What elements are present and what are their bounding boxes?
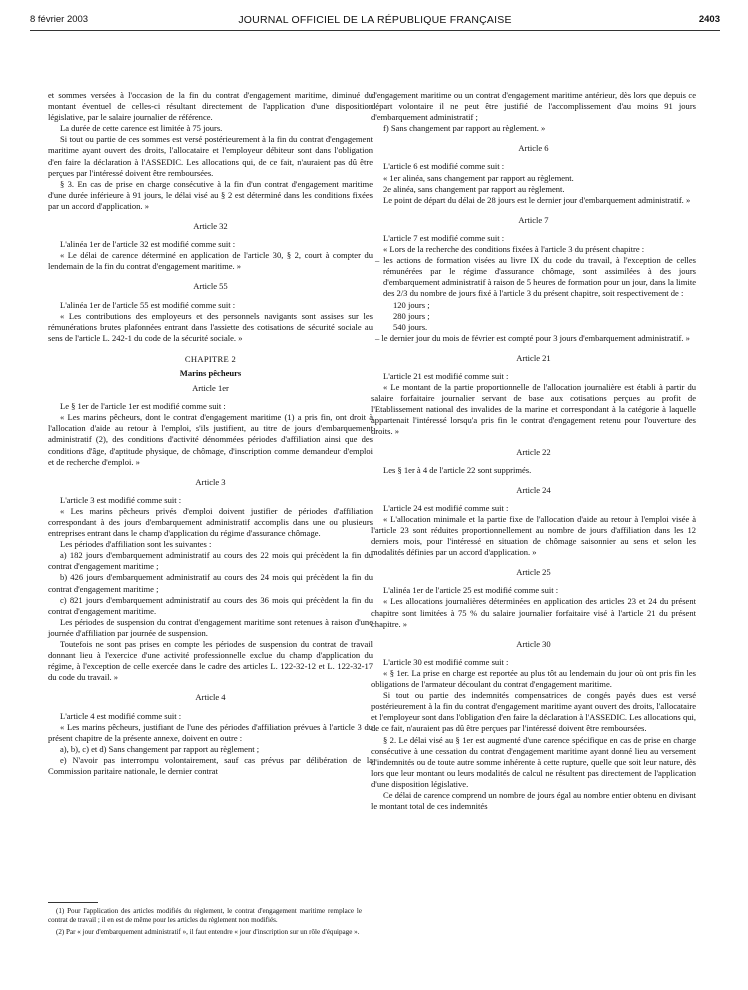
paragraph: « L'allocation minimale et la partie fixe de l'allocation d'aide au retour à l'emploi visée à l'article 23 sont réduites proportionnellement au nombre de jours d'affiliation dans les 12 derniers mois, pour l'intéressé en situation de chômage saisonnier au sens et selon les modalités définies par un accord d'application. » xyxy=(371,513,696,558)
paragraph: L'alinéa 1er de l'article 55 est modifié comme suit : xyxy=(60,299,236,310)
footnote: (2) Par « jour d'embarquement administratif », il faut entendre « jour d'inscription sur un rôle d'équipage ». xyxy=(56,928,360,936)
article-heading: Article 6 xyxy=(518,143,549,154)
article-heading: Article 22 xyxy=(516,446,551,457)
list-item: a) 182 jours d'embarquement administratif au cours des 22 mois qui précèdent la fin du contrat d'engagement maritime ; xyxy=(48,550,373,572)
paragraph: § 3. En cas de prise en charge consécutive à la fin d'un contrat d'engagement maritime d'une durée inférieure à 91 jours, le délai visé au § 2 est déterminé dans les conditions fixées par un accord d'application. » xyxy=(48,178,373,211)
paragraph: 2e alinéa, sans changement par rapport au règlement. xyxy=(383,183,565,194)
list-item: b) 426 jours d'embarquement administratif au cours des 24 mois qui précèdent la fin du contrat d'engagement maritime ; xyxy=(48,572,373,594)
paragraph: Les périodes d'affiliation sont les suivantes : xyxy=(60,539,212,550)
footnote-divider xyxy=(48,902,98,903)
paragraph: « Les allocations journalières déterminées en application des articles 23 et 24 du présent chapitre sont limitées à 75 % du salaire journalier forfaitaire visé à l'article 21 du présent chapitre. » xyxy=(371,596,696,629)
paragraph: Si tout ou partie des indemnités compensatrices de congés payés dues est versé postérieurement à la fin du contrat d'engagement maritime ayant ouvert des droits, l'allocataire et l'employeur sont dans l'obligation d'en faire la déclaration à l'ASSEDIC. Les allocations qui, de ce fait, n'auraient pas dû être perçues par l'intéressé doivent être remboursées. xyxy=(371,690,696,734)
article-heading: Article 7 xyxy=(518,214,549,225)
chapter-subtitle: Marins pêcheurs xyxy=(179,367,242,378)
paragraph: L'article 6 est modifié comme suit : xyxy=(383,161,505,172)
paragraph: La durée de cette carence est limitée à 75 jours. xyxy=(60,123,223,134)
paragraph: L'alinéa 1er de l'article 32 est modifié comme suit : xyxy=(60,239,236,250)
article-heading: Article 21 xyxy=(516,352,551,363)
paragraph: § 2. Le délai visé au § 1er est augmenté d'une carence spécifique en cas de prise en charge consécutive à une cessation du contrat d'engagement maritime ayant donné lieu au versement d'indemnités ou de toute autre somme inhérente à cette rupture, quelle que soit leur nature, dès lors que leur montant ou leurs modalités de calcul ne résultent pas directement de l'application d'une disposition législative. xyxy=(371,734,696,789)
paragraph: d'engagement maritime ou un contrat d'engagement maritime antérieur, dès lors que depuis ce départ volontaire il ne peut être justifié de l'accomplissement d'au moins 91 jours d'embarquement administratif ; xyxy=(371,90,696,123)
article-heading: Article 55 xyxy=(193,281,228,292)
chapter-heading: CHAPITRE 2 xyxy=(184,353,237,364)
list-item: a), b), c) et d) Sans changement par rapport au règlement ; xyxy=(60,743,260,754)
paragraph: L'article 21 est modifié comme suit : xyxy=(383,370,509,381)
paragraph: L'article 24 est modifié comme suit : xyxy=(383,502,509,513)
article-heading: Article 1er xyxy=(192,383,229,394)
left-column xyxy=(48,90,373,777)
paragraph: Le point de départ du délai de 28 jours est le dernier jour d'embarquement administratif. » xyxy=(383,194,691,205)
page-number: 2403 xyxy=(698,14,720,25)
paragraph: « § 1er. La prise en charge est reportée au plus tôt au lendemain du jour où ont pris fin les obligations de l'armateur découlant du contrat d'engagement maritime. xyxy=(371,667,696,690)
paragraph: et sommes versées à l'occasion de la fin du contrat d'engagement maritime, diminué du montant éventuel de celles-ci résultant directement de l'application d'une disposition législative, par le salaire journalier de référence. xyxy=(48,90,373,123)
header-divider xyxy=(30,30,720,31)
paragraph: L'article 30 est modifié comme suit : xyxy=(383,656,509,667)
paragraph: « Le délai de carence déterminé en application de l'article 30, § 2, court à compter du lendemain de la fin du contrat d'engagement maritime. » xyxy=(48,250,373,272)
article-heading: Article 24 xyxy=(516,484,551,495)
formation-list xyxy=(371,255,696,344)
header-date: 8 février 2003 xyxy=(30,14,89,25)
paragraph: « 1er alinéa, sans changement par rapport au règlement. xyxy=(383,172,574,183)
right-column xyxy=(371,90,696,812)
paragraph: Si tout ou partie de ces sommes est versé postérieurement à la fin du contrat d'engagement maritime ayant ouvert des droits, l'allocataire et l'employeur débiteur sont dans l'obligation d'en faire la déclaration à l'ASSEDIC. Les allocations qui, de ce fait, n'auraient pas dû être perçues par l'intéressé doivent être remboursées. xyxy=(48,134,373,178)
article-heading: Article 3 xyxy=(195,476,226,487)
list-item: 120 jours ; xyxy=(393,299,430,310)
paragraph: L'article 3 est modifié comme suit : xyxy=(60,494,182,505)
paragraph: Les périodes de suspension du contrat d'engagement maritime sont retenues à raison d'une journée d'affiliation par journée de suspension. xyxy=(48,616,373,638)
paragraph: « Lors de la recherche des conditions fixées à l'article 3 du présent chapitre : xyxy=(383,244,645,255)
paragraph: « Le montant de la partie proportionnelle de l'allocation journalière est établi à partir du salaire forfaitaire journalier servant de base aux cotisations perçues au profit de l'Etablissement national des invalides de la marine et correspondant à la catégorie à laquelle appartenait l'intéressé lorsqu'a pris fin le contrat d'engagement retenu pour l'ouverture des droits. » xyxy=(371,382,696,437)
paragraph: Toutefois ne sont pas prises en compte les périodes de suspension du contrat de travail donnant lieu à l'exercice d'une activité professionnelle exclue du champ d'application du régime, à l'exception de celle exercée dans le cadre des articles L. 122-32-12 et L. 122-32-17 du code du travail. » xyxy=(48,639,373,683)
paragraph: L'alinéa 1er de l'article 25 est modifié comme suit : xyxy=(383,585,559,596)
article-heading: Article 25 xyxy=(516,567,551,578)
list-item: 280 jours ; xyxy=(393,310,430,321)
paragraph: Ce délai de carence comprend un nombre de jours égal au nombre entier obtenu en divisant le montant total de ces indemnités xyxy=(371,789,696,812)
paragraph: f) Sans changement par rapport au règlement. » xyxy=(383,123,546,134)
paragraph: « Les contributions des employeurs et des personnels navigants sont assises sur les rémunérations brutes plafonnées entrant dans l'assiette des cotisations de sécurité sociale au sens de l'article L. 242-1 du code de la sécurité sociale. » xyxy=(48,310,373,343)
paragraph: « Les marins pêcheurs privés d'emploi doivent justifier de périodes d'affiliation correspondant à des jours d'embarquement administratif accomplis dans une ou plusieurs entreprises entrant dans le champ d'application du régime d'assurance chômage. xyxy=(48,505,373,539)
list-item: – le dernier jour du mois de février est compté pour 3 jours d'embarquement administratif. » xyxy=(375,332,690,343)
list-item: – les actions de formation visées au livre IX du code du travail, à l'exception de celles rémunérées par le régime d'assurance chômage, sont assimilées à des jours d'embarquement administratif à raison de 5 heures de formation pour un jour, dans la limite des 2/3 du nombre de jours fixé à l'article 3 du présent chapitre, soit respectivement de : xyxy=(375,255,696,299)
paragraph: Le § 1er de l'article 1er est modifié comme suit : xyxy=(60,401,226,412)
page-header xyxy=(30,14,720,30)
paragraph: L'article 7 est modifié comme suit : xyxy=(383,232,505,243)
list-item: e) N'avoir pas interrompu volontairement, sauf cas prévus par délibération de la Commission paritaire nationale, le dernier contrat xyxy=(48,754,373,776)
article-heading: Article 32 xyxy=(193,221,228,232)
paragraph: L'article 4 est modifié comme suit : xyxy=(60,710,182,721)
list-item: c) 821 jours d'embarquement administratif au cours des 36 mois qui précèdent la fin du contrat d'engagement maritime. xyxy=(48,594,373,616)
paragraph: « Les marins pêcheurs, dont le contrat d'engagement maritime (1) a pris fin, ont droit à l'allocation d'aide au retour à l'emploi, s'ils justifient, au titre de jours d'embarquement administratif (2), des conditions d'activité dénommées périodes d'affiliation ainsi que des conditions d'âge, d'aptitude physique, de chômage, d'inscription comme demandeur d'emploi et de recherche d'emploi. » xyxy=(48,412,373,467)
footnote: (1) Pour l'application des articles modifiés du règlement, le contrat d'engagement maritime remplace le contrat de travail ; il en est de même pour les articles du règlement non modifiés. xyxy=(48,907,362,924)
journal-title: JOURNAL OFFICIEL DE LA RÉPUBLIQUE FRANÇAISE xyxy=(238,14,512,26)
list-item: 540 jours. xyxy=(393,321,428,332)
article-heading: Article 30 xyxy=(516,638,551,649)
footnotes xyxy=(48,907,362,940)
paragraph: « Les marins pêcheurs, justifiant de l'une des périodes d'affiliation prévues à l'article 3 du présent chapitre de la présente annexe, doivent en outre : xyxy=(48,721,373,743)
article-heading: Article 4 xyxy=(195,692,226,703)
paragraph: Les § 1er à 4 de l'article 22 sont supprimés. xyxy=(383,464,532,475)
